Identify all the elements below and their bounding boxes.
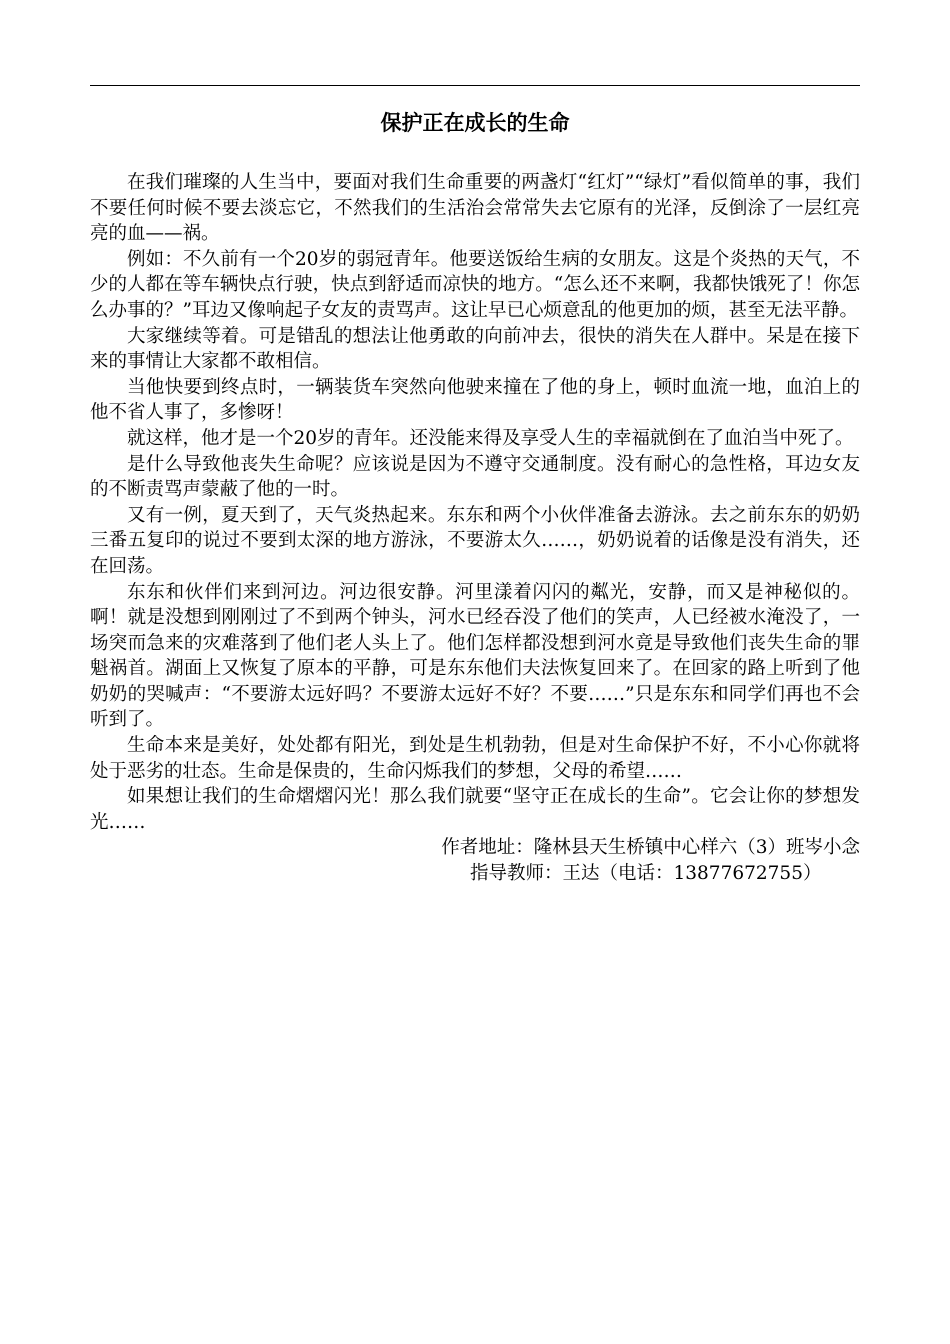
paragraph-5: 就这样，他才是一个20岁的青年。还没能来得及享受人生的幸福就倒在了血泊当中死了。: [127, 427, 854, 449]
paragraph-1: 在我们璀璨的人生当中，要面对我们生命重要的两盏灯“红灯”“绿灯”看似简单的事，我们不要任何时候不要去淡忘它，不然我们的生活治会常常失去它原有的光泽，反倒涂了一层红亮亮的血——祸。: [90, 172, 860, 245]
signature-block: [90, 835, 860, 886]
paragraph-10: 如果想让我们的生命熠熠闪光！那么我们就要“坚守正在成长的生命”。它会让你的梦想发光……: [90, 786, 860, 833]
paragraph-6: 是什么导致他丧失生命呢？应该说是因为不遵守交通制度。没有耐心的急性格，耳边女友的不断责骂声蒙蔽了他的一时。: [90, 453, 860, 501]
paragraph-9: 生命本来是美好，处处都有阳光，到处是生机勃勃，但是对生命保护不好，不小心你就将处于恶劣的壮态。生命是保贵的，生命闪烁我们的梦想，父母的希望……: [90, 735, 860, 782]
paragraph-7: 又有一例，夏天到了，天气炎热起来。东东和两个小伙伴准备去游泳。去之前东东的奶奶三番五复印的说过不要到太深的地方游泳，不要游太久……，奶奶说着的话像是没有消失，还在回荡。: [90, 504, 860, 577]
header-rule: [90, 85, 860, 86]
paragraph-3: 大家继续等着。可是错乱的想法让他勇敢的向前冲去，很快的消失在人群中。呆是在接下来的事情让大家都不敢相信。: [90, 325, 860, 373]
document-title: 保护正在成长的生命: [380, 111, 570, 135]
teacher-info: 指导教师：王达（电话：13877672755）: [470, 862, 822, 884]
paragraph-8: 东东和伙伴们来到河边。河边很安静。河里漾着闪闪的粼光，安静，而又是神秘似的。啊！就是没想到刚刚过了不到两个钟头，河水已经吞没了他们的笑声，人已经被水淹没了，一场突而急来的灾难落到了他们老人头上了。他们怎样都没想到河水竟是导致他们丧失生命的罪魁祸首。湖面上又恢复了原本的平静，可是东东他们夫法恢复回来了。在回家的路上听到了他奶奶的哭喊声：“不要游太远好吗？不要游太远好不好？不要……”只是东东和同学们再也不会听到了。: [90, 581, 860, 731]
document-body: [90, 170, 860, 835]
author-address: 作者地址：隆林县天生桥镇中心样六（3）班岑小念: [441, 837, 860, 858]
paragraph-2: 例如：不久前有一个20岁的弱冠青年。他要送饭给生病的女朋友。这是个炎热的天气，不少的人都在等车辆快点行驶，快点到舒适而凉快的地方。“怎么还不来啊，我都快饿死了！你怎么办事的？”耳边又像响起子女友的责骂声。这让早已心烦意乱的他更加的烦，甚至无法平静。: [90, 248, 860, 321]
paragraph-4: 当他快要到终点时，一辆装货车突然向他驶来撞在了他的身上，顿时血流一地，血泊上的他不省人事了，多惨呀！: [90, 376, 860, 424]
